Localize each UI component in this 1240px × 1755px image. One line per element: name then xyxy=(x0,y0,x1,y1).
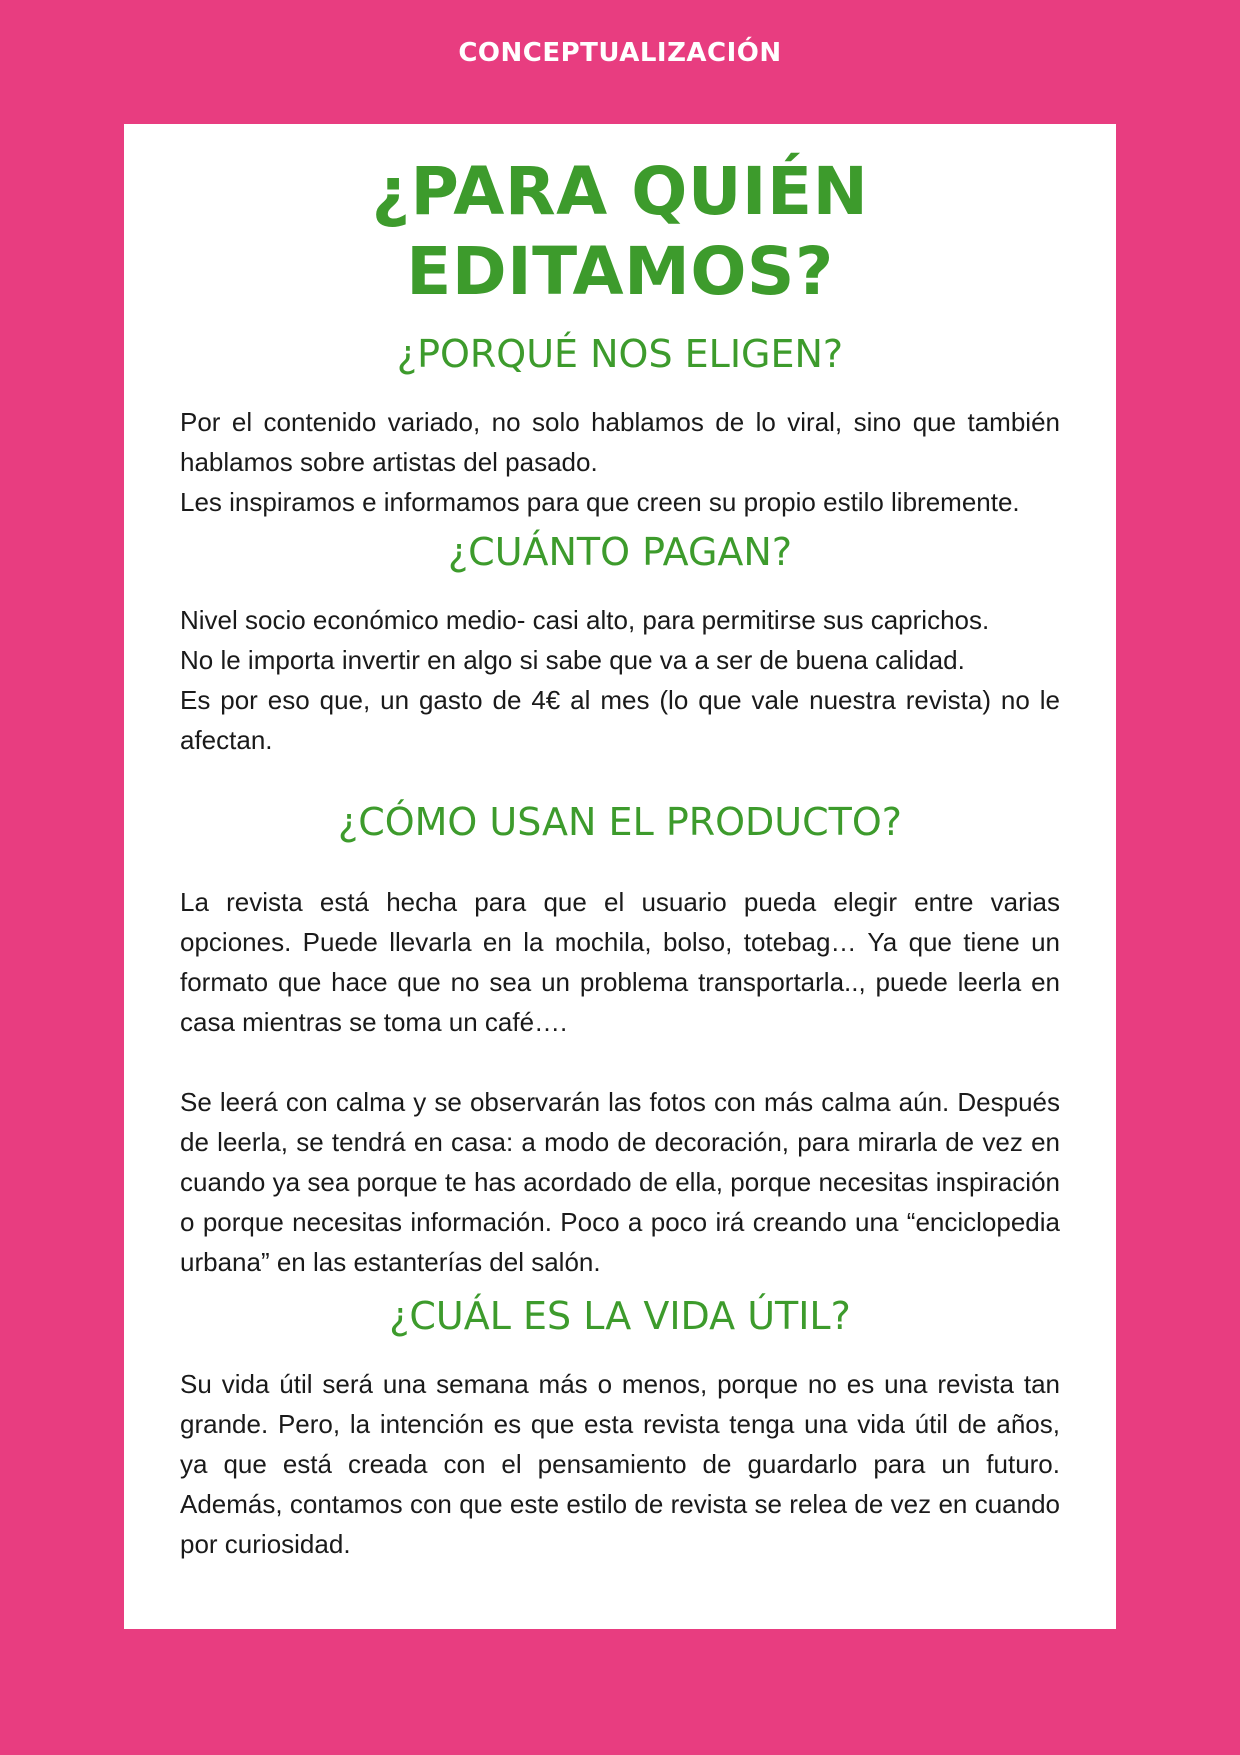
body-text: Les inspiramos e informamos para que creen su propio estilo libremente. xyxy=(180,487,1020,517)
content-card xyxy=(124,124,1116,1629)
section-body-porque xyxy=(180,402,1060,522)
body-text: Nivel socio económico medio- casi alto, para permitirse sus caprichos. xyxy=(180,605,990,635)
page-title: ¿PARA QUIÉN EDITAMOS? xyxy=(371,153,869,310)
section-heading-vida: ¿CUÁL ES LA VIDA ÚTIL? xyxy=(389,1294,851,1338)
body-text: No le importa invertir en algo si sabe que va a ser de buena calidad. xyxy=(180,645,965,675)
body-text: La revista está hecha para que el usuario pueda elegir entre varias opciones. Puede llevarla en la mochila, bolso, totebag… Ya que tiene un formato que hace que no sea un problema transportarla.., puede leerla en casa mientras se toma un café…. xyxy=(180,887,1060,1037)
body-text: Su vida útil será una semana más o menos, porque no es una revista tan grande. Pero, la intención es que esta revista tenga una vida útil de años, ya que está creada con el pensamiento de guardarlo para un futuro. Además, contamos con que este estilo de revista se relea de vez en cuando por curiosidad. xyxy=(180,1369,1060,1559)
section-heading-porque: ¿PORQUÉ NOS ELIGEN? xyxy=(396,332,844,376)
section-heading-cuanto: ¿CUÁNTO PAGAN? xyxy=(448,530,792,574)
body-text: Se leerá con calma y se observarán las fotos con más calma aún. Después de leerla, se tendrá en casa: a modo de decoración, para mirarla de vez en cuando ya sea porque te has acordado de ella, porque necesitas inspiración o porque necesitas información. Poco a poco irá creando una “enciclopedia urbana” en las estanterías del salón. xyxy=(180,1087,1060,1277)
section-heading-como: ¿CÓMO USAN EL PRODUCTO? xyxy=(338,800,902,844)
page-header: CONCEPTUALIZACIÓN xyxy=(458,38,782,68)
body-text: Es por eso que, un gasto de 4€ al mes (lo que vale nuestra revista) no le afectan. xyxy=(180,685,1060,755)
section-body-cuanto xyxy=(180,600,1060,760)
body-text: Por el contenido variado, no solo hablamos de lo viral, sino que también hablamos sobre artistas del pasado. xyxy=(180,407,1060,477)
